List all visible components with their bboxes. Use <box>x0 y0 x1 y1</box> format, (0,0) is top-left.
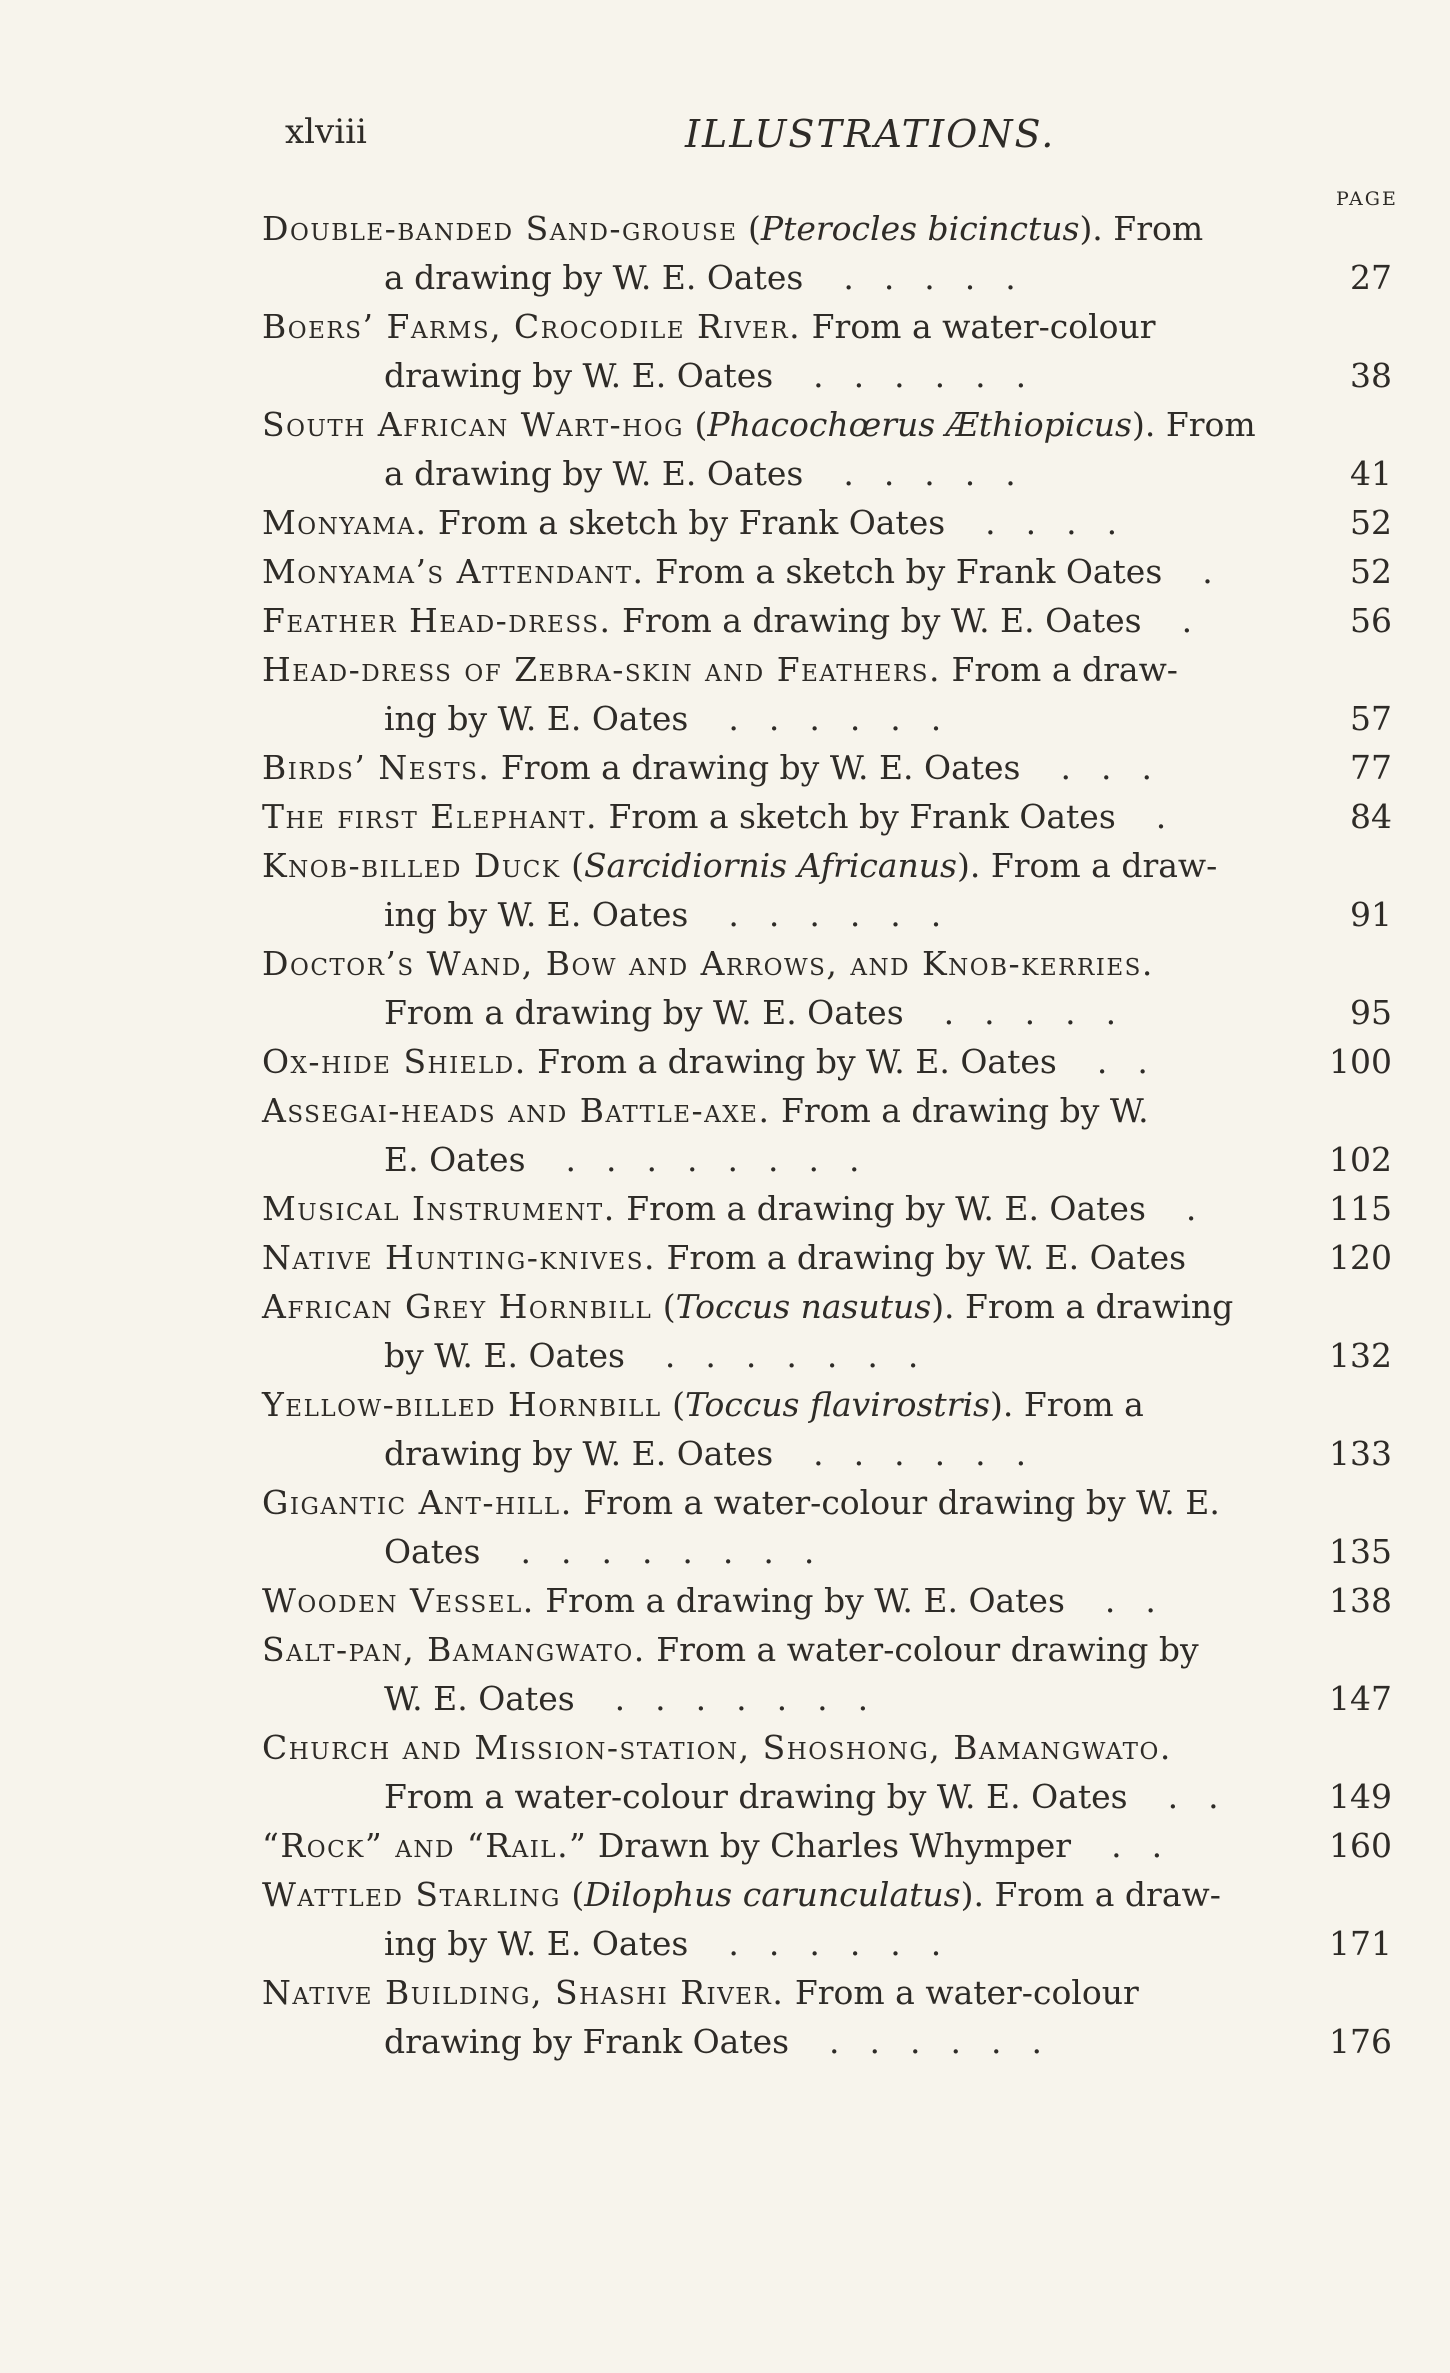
entry-line-1 <box>262 302 1392 351</box>
entry-source: From a drawing by W. E. Oates <box>534 1581 1065 1620</box>
entry-latin-name: Toccus flavirostris <box>685 1385 990 1424</box>
leader-dots: .. <box>1111 1826 1193 1865</box>
entry-line-1 <box>262 1086 1392 1135</box>
entry-title: Ox-hide Shield. <box>262 1042 527 1081</box>
leader-dots: . <box>1155 797 1197 836</box>
entry-title: Boers’ Farms, Crocodile River. <box>262 307 802 346</box>
entry-line-2 <box>262 1772 1392 1821</box>
page-number: 91 <box>1350 895 1392 934</box>
page-number: 147 <box>1329 1679 1392 1718</box>
page-number: 84 <box>1350 797 1392 836</box>
entry-title: Gigantic Ant-hill. <box>262 1483 573 1522</box>
entry-title: Double-banded Sand-grouse <box>262 209 738 248</box>
leader-dots: ... <box>1060 748 1182 787</box>
page-number: 133 <box>1329 1434 1392 1473</box>
illustration-entry <box>262 1723 1392 1821</box>
entry-line-2 <box>262 1674 1392 1723</box>
entry-continuation: drawing by W. E. Oates <box>384 356 774 395</box>
entry-line-1 <box>262 1233 1392 1282</box>
leader-dots: ...... <box>813 1434 1057 1473</box>
entry-line-1 <box>262 204 1392 253</box>
entry-line-2 <box>262 1135 1392 1184</box>
leader-dots: ...... <box>829 2022 1072 2061</box>
entry-source: From a <box>1013 1385 1144 1424</box>
paren-open: ( <box>737 209 761 248</box>
illustration-entry <box>262 1282 1392 1380</box>
entry-source: From a draw- <box>983 1875 1221 1914</box>
illustration-entry <box>262 1625 1392 1723</box>
entry-line-2 <box>262 988 1392 1037</box>
illustration-entry <box>262 302 1392 400</box>
leader-dots: . <box>1202 552 1243 591</box>
entry-line-1 <box>262 1184 1392 1233</box>
illustration-entry <box>262 400 1392 498</box>
paren-close: ). <box>1131 405 1156 444</box>
leader-dots: . <box>1181 601 1223 640</box>
entry-source: From a draw- <box>941 650 1178 689</box>
entry-line-2 <box>262 890 1392 939</box>
entry-title: Knob-billed Duck <box>262 846 561 885</box>
entry-line-1 <box>262 841 1392 890</box>
page-number: 27 <box>1350 258 1392 297</box>
page-number: 52 <box>1350 503 1392 542</box>
entry-source: From a drawing by W. E. Oates <box>526 1042 1057 1081</box>
page-number: 41 <box>1350 454 1392 493</box>
entry-line-1 <box>262 1576 1392 1625</box>
leader-dots: ........ <box>520 1532 845 1571</box>
entry-source: From a drawing by W. E. Oates <box>611 601 1142 640</box>
entry-title: Doctor’s Wand, Bow and Arrows, and Knob-kerries. <box>262 944 1154 983</box>
page-number: 100 <box>1329 1042 1392 1081</box>
leader-dots: .... <box>985 503 1148 542</box>
entry-line-2 <box>262 1429 1392 1478</box>
illustration-entry <box>262 841 1392 939</box>
entry-continuation: ing by W. E. Oates <box>384 1924 689 1963</box>
entry-line-2 <box>262 2017 1392 2066</box>
entry-source: From a sketch by Frank Oates <box>598 797 1116 836</box>
illustration-entry <box>262 939 1392 1037</box>
entry-source: Drawn by Charles Whymper <box>587 1826 1072 1865</box>
entry-line-1 <box>262 1968 1392 2017</box>
entry-line-1 <box>262 498 1392 547</box>
illustration-entry <box>262 743 1392 792</box>
page-number: 52 <box>1350 552 1392 591</box>
entry-line-1 <box>262 1723 1392 1772</box>
page-number: 57 <box>1350 699 1392 738</box>
leader-dots: ...... <box>728 895 972 934</box>
leader-dots: .. <box>1096 1042 1178 1081</box>
entry-latin-name: Phacochœrus Æthiopicus <box>707 405 1132 444</box>
page-folio: xlviii <box>285 112 367 152</box>
paren-close: ). <box>1079 209 1103 248</box>
entry-title: “Rock” and “Rail.” <box>262 1826 588 1865</box>
entry-line-1 <box>262 792 1392 841</box>
illustration-entry <box>262 1380 1392 1478</box>
entry-title: Musical Instrument. <box>262 1189 616 1228</box>
illustration-entry <box>262 204 1392 302</box>
illustration-entry <box>262 547 1392 596</box>
paren-close: ). <box>989 1385 1014 1424</box>
page-number: 102 <box>1329 1140 1392 1179</box>
entry-continuation: drawing by Frank Oates <box>384 2022 790 2061</box>
entry-source: From a drawing by W. E. Oates <box>655 1238 1187 1277</box>
entry-title: Wooden Vessel. <box>262 1581 535 1620</box>
illustration-entry <box>262 1233 1392 1282</box>
entry-source: From a draw- <box>980 846 1218 885</box>
illustration-entry <box>262 1821 1392 1870</box>
entry-continuation: by W. E. Oates <box>384 1336 625 1375</box>
entry-continuation: From a water-colour drawing by W. E. Oates <box>384 1777 1128 1816</box>
entry-title: Salt-pan, Bamangwato. <box>262 1630 646 1669</box>
entry-line-1 <box>262 1821 1392 1870</box>
page-number: 38 <box>1350 356 1392 395</box>
page-number: 56 <box>1350 601 1392 640</box>
entry-line-1 <box>262 1282 1392 1331</box>
entry-line-1 <box>262 1870 1392 1919</box>
entry-continuation: E. Oates <box>384 1140 526 1179</box>
entry-line-1 <box>262 1380 1392 1429</box>
entry-title: Native Building, Shashi River. <box>262 1973 785 2012</box>
paren-close: ). <box>960 1875 984 1914</box>
entry-line-1 <box>262 1037 1392 1086</box>
entry-source: From a drawing <box>954 1287 1234 1326</box>
page-number: 160 <box>1329 1826 1392 1865</box>
entry-source: From a drawing by W. <box>770 1091 1149 1130</box>
page-number: 132 <box>1329 1336 1392 1375</box>
leader-dots: ....... <box>664 1336 949 1375</box>
entry-line-1 <box>262 596 1392 645</box>
illustration-entry <box>262 1037 1392 1086</box>
entry-continuation: ing by W. E. Oates <box>384 895 689 934</box>
leader-dots: ..... <box>943 993 1147 1032</box>
entry-continuation: From a drawing by W. E. Oates <box>384 993 904 1032</box>
page-number: 138 <box>1329 1581 1392 1620</box>
entry-line-2 <box>262 351 1392 400</box>
entry-title: Birds’ Nests. <box>262 748 491 787</box>
entry-continuation: drawing by W. E. Oates <box>384 1434 774 1473</box>
running-title: ILLUSTRATIONS. <box>685 112 1056 156</box>
entry-source: From a sketch by Frank Oates <box>644 552 1163 591</box>
paren-open: ( <box>560 846 584 885</box>
leader-dots: ..... <box>843 258 1046 297</box>
entry-title: The first Elephant. <box>262 797 599 836</box>
illustration-list <box>262 204 1392 2066</box>
entry-line-1 <box>262 1625 1392 1674</box>
page-number: 120 <box>1329 1238 1392 1277</box>
leader-dots: .. <box>1104 1581 1186 1620</box>
page-number: 149 <box>1329 1777 1392 1816</box>
paren-open: ( <box>652 1287 676 1326</box>
paren-open: ( <box>683 405 708 444</box>
entry-line-1 <box>262 939 1392 988</box>
entry-line-1 <box>262 547 1392 596</box>
page-number: 95 <box>1350 993 1392 1032</box>
entry-continuation: Oates <box>384 1532 481 1571</box>
entry-latin-name: Toccus nasutus <box>675 1287 932 1326</box>
entry-latin-name: Sarcidiornis Africanus <box>583 846 957 885</box>
leader-dots: ....... <box>614 1679 899 1718</box>
entry-source: From a water-colour drawing by W. E. <box>572 1483 1220 1522</box>
entry-source: From a water-colour drawing by <box>645 1630 1199 1669</box>
entry-source: From <box>1155 405 1256 444</box>
paren-close: ). <box>957 846 981 885</box>
illustration-entry <box>262 645 1392 743</box>
illustration-entry <box>262 1086 1392 1184</box>
entry-title: Wattled Starling <box>262 1875 561 1914</box>
entry-source: From a sketch by Frank Oates <box>427 503 946 542</box>
entry-source: From a drawing by W. E. Oates <box>490 748 1021 787</box>
page-number: 176 <box>1329 2022 1392 2061</box>
entry-latin-name: Dilophus carunculatus <box>584 1875 961 1914</box>
page-number: 171 <box>1329 1924 1392 1963</box>
illustration-entry <box>262 1870 1392 1968</box>
entry-title: Head-dress of Zebra-skin and Feathers. <box>262 650 942 689</box>
illustration-entry <box>262 498 1392 547</box>
entry-line-1 <box>262 743 1392 792</box>
page-header <box>285 112 1056 162</box>
entry-continuation: W. E. Oates <box>384 1679 575 1718</box>
entry-line-1 <box>262 645 1392 694</box>
entry-title: Yellow-billed Hornbill <box>262 1385 662 1424</box>
entry-title: Monyama’s Attendant. <box>262 552 645 591</box>
entry-continuation: ing by W. E. Oates <box>384 699 689 738</box>
entry-line-2 <box>262 1527 1392 1576</box>
illustration-entry <box>262 596 1392 645</box>
entry-latin-name: Pterocles bicinctus <box>760 209 1080 248</box>
entry-line-1 <box>262 1478 1392 1527</box>
page-number: 135 <box>1329 1532 1392 1571</box>
illustration-entry <box>262 1478 1392 1576</box>
illustration-entry <box>262 1576 1392 1625</box>
illustration-entry <box>262 1184 1392 1233</box>
entry-title: Feather Head-dress. <box>262 601 612 640</box>
illustration-entry <box>262 1968 1392 2066</box>
entry-title: Native Hunting-knives. <box>262 1238 656 1277</box>
entry-line-2 <box>262 253 1392 302</box>
leader-dots: ...... <box>813 356 1057 395</box>
entry-source: From a water-colour <box>784 1973 1139 2012</box>
entry-title: Assegai-heads and Battle-axe. <box>262 1091 771 1130</box>
leader-dots: ...... <box>728 1924 972 1963</box>
leader-dots: . <box>1185 1189 1227 1228</box>
entry-line-2 <box>262 1919 1392 1968</box>
entry-title: Church and Mission-station, Shoshong, Bamangwato. <box>262 1728 1172 1767</box>
illustration-entry <box>262 792 1392 841</box>
entry-title: Monyama. <box>262 503 428 542</box>
entry-title: South African Wart-hog <box>262 405 684 444</box>
entry-source: From a drawing by W. E. Oates <box>615 1189 1146 1228</box>
paren-open: ( <box>560 1875 585 1914</box>
leader-dots: ...... <box>728 699 972 738</box>
entry-source: From <box>1102 209 1204 248</box>
page-number: 115 <box>1329 1189 1392 1228</box>
entry-title: African Grey Hornbill <box>262 1287 653 1326</box>
paren-open: ( <box>661 1385 686 1424</box>
entry-line-2 <box>262 449 1392 498</box>
entry-line-2 <box>262 694 1392 743</box>
paren-close: ). <box>931 1287 955 1326</box>
leader-dots: ........ <box>565 1140 890 1179</box>
entry-source: From a water-colour <box>801 307 1156 346</box>
entry-continuation: a drawing by W. E. Oates <box>384 258 804 297</box>
page-number: 77 <box>1350 748 1392 787</box>
entry-line-1 <box>262 400 1392 449</box>
leader-dots: .. <box>1167 1777 1249 1816</box>
leader-dots: ..... <box>843 454 1046 493</box>
page-column-label: PAGE <box>1336 188 1398 210</box>
entry-continuation: a drawing by W. E. Oates <box>384 454 804 493</box>
entry-line-2 <box>262 1331 1392 1380</box>
